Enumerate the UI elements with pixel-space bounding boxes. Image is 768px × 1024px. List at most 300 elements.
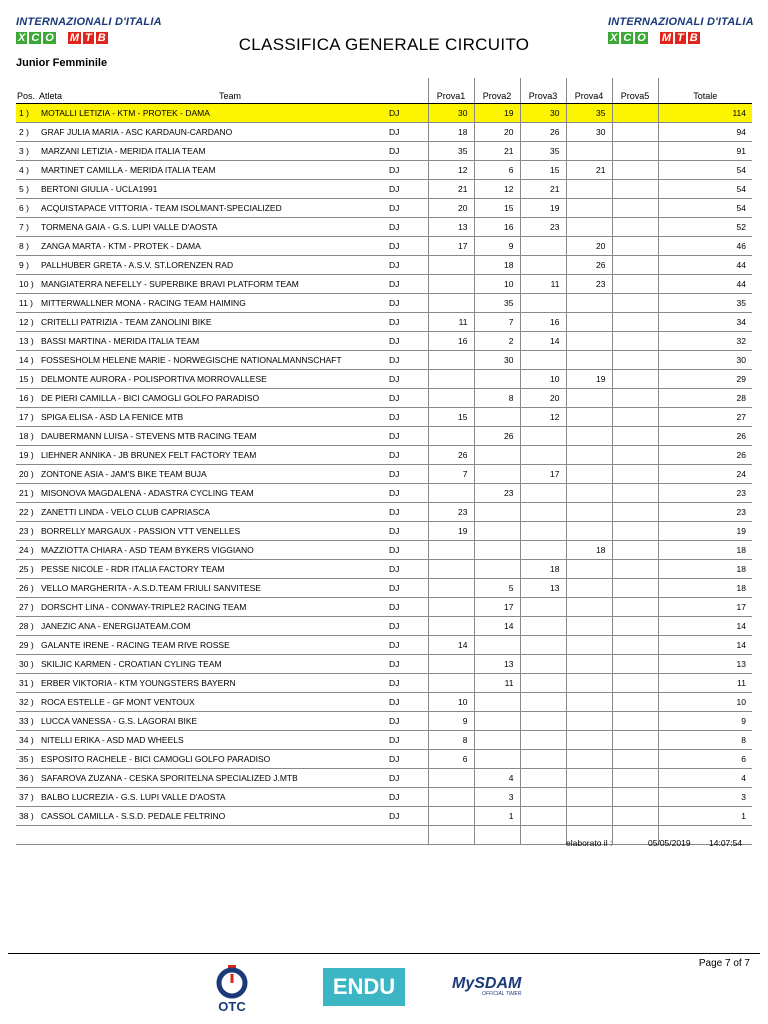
table-row	[16, 712, 752, 731]
pos-cell: 9 )	[16, 256, 38, 275]
prova2-cell	[474, 731, 520, 750]
athlete-team-cell: NITELLI ERIKA - ASD MAD WHEELS	[38, 731, 386, 750]
prova3-cell: 16	[520, 313, 566, 332]
prova5-cell	[612, 560, 658, 579]
empty-cell	[428, 826, 474, 845]
pos-cell: 18 )	[16, 427, 38, 446]
total-cell: 4	[658, 769, 752, 788]
prova2-cell: 7	[474, 313, 520, 332]
table-row	[16, 332, 752, 351]
category-cell: DJ	[386, 636, 428, 655]
table-row	[16, 484, 752, 503]
empty-cell	[474, 826, 520, 845]
total-cell: 26	[658, 446, 752, 465]
athlete-team-cell: MARZANI LETIZIA - MERIDA ITALIA TEAM	[38, 142, 386, 161]
prova3-cell	[520, 484, 566, 503]
total-cell: 44	[658, 256, 752, 275]
prova3-cell: 14	[520, 332, 566, 351]
total-cell: 23	[658, 484, 752, 503]
category-cell: DJ	[386, 218, 428, 237]
category-cell: DJ	[386, 408, 428, 427]
pos-cell: 28 )	[16, 617, 38, 636]
category-cell: DJ	[386, 427, 428, 446]
athlete-team-cell: MOTALLI LETIZIA - KTM - PROTEK - DAMA	[38, 104, 386, 123]
prova2-cell: 18	[474, 256, 520, 275]
prova1-cell: 14	[428, 636, 474, 655]
total-cell: 114	[658, 104, 752, 123]
prova4-cell	[566, 579, 612, 598]
category-cell: DJ	[386, 256, 428, 275]
category-cell: DJ	[386, 104, 428, 123]
prova1-cell: 30	[428, 104, 474, 123]
prova2-cell: 11	[474, 674, 520, 693]
official-timer-text: OFFICIAL TIMER	[481, 991, 522, 997]
table-row	[16, 579, 752, 598]
empty-cell	[386, 826, 428, 845]
total-cell: 19	[658, 522, 752, 541]
prova2-cell	[474, 408, 520, 427]
total-cell: 52	[658, 218, 752, 237]
prova4-cell	[566, 769, 612, 788]
prova4-cell: 19	[566, 370, 612, 389]
total-cell: 6	[658, 750, 752, 769]
pos-cell: 31 )	[16, 674, 38, 693]
prova2-cell	[474, 541, 520, 560]
category-cell: DJ	[386, 332, 428, 351]
prova5-cell	[612, 579, 658, 598]
table-body	[16, 104, 752, 845]
prova1-cell	[428, 807, 474, 826]
table-row	[16, 541, 752, 560]
prova2-cell: 12	[474, 180, 520, 199]
total-cell: 11	[658, 674, 752, 693]
prova3-cell: 18	[520, 560, 566, 579]
table-row	[16, 788, 752, 807]
total-cell: 34	[658, 313, 752, 332]
prova4-cell	[566, 674, 612, 693]
total-cell: 3	[658, 788, 752, 807]
prova5-cell	[612, 142, 658, 161]
prova4-cell: 20	[566, 237, 612, 256]
prova5-cell	[612, 351, 658, 370]
prova3-cell	[520, 731, 566, 750]
table-row	[16, 446, 752, 465]
prova4-cell	[566, 522, 612, 541]
athlete-team-cell: VELLO MARGHERITA - A.S.D.TEAM FRIULI SANVITESE	[38, 579, 386, 598]
otc-text: OTC	[218, 999, 246, 1013]
athlete-team-cell: BERTONI GIULIA - UCLA1991	[38, 180, 386, 199]
table-row	[16, 256, 752, 275]
category-cell: DJ	[386, 769, 428, 788]
pos-cell: 4 )	[16, 161, 38, 180]
prova3-cell	[520, 351, 566, 370]
prova3-cell: 15	[520, 161, 566, 180]
total-cell: 9	[658, 712, 752, 731]
pos-cell: 21 )	[16, 484, 38, 503]
empty-row	[16, 826, 752, 845]
table-row	[16, 313, 752, 332]
prova3-cell	[520, 750, 566, 769]
prova4-cell	[566, 199, 612, 218]
generated-label: elaborato il :	[566, 838, 613, 848]
prova5-cell	[612, 617, 658, 636]
prova4-cell	[566, 636, 612, 655]
prova5-cell	[612, 332, 658, 351]
category-cell: DJ	[386, 465, 428, 484]
total-cell: 54	[658, 161, 752, 180]
total-cell: 17	[658, 598, 752, 617]
col-header-category	[386, 78, 428, 104]
pos-cell: 14 )	[16, 351, 38, 370]
prova5-cell	[612, 807, 658, 826]
prova5-cell	[612, 674, 658, 693]
category-cell: DJ	[386, 522, 428, 541]
prova2-cell: 23	[474, 484, 520, 503]
logo-letter: M	[661, 32, 672, 44]
prova3-cell	[520, 769, 566, 788]
table-row	[16, 731, 752, 750]
table-row	[16, 104, 752, 123]
category-cell: DJ	[386, 484, 428, 503]
standings-table	[16, 78, 752, 845]
col-header-athlete: Atleta	[38, 78, 218, 104]
total-cell: 13	[658, 655, 752, 674]
prova3-cell: 11	[520, 275, 566, 294]
prova4-cell	[566, 180, 612, 199]
prova2-cell: 20	[474, 123, 520, 142]
empty-cell	[16, 826, 218, 845]
prova1-cell	[428, 788, 474, 807]
prova1-cell: 9	[428, 712, 474, 731]
col-header-prova1: Prova1	[428, 78, 474, 104]
category-cell: DJ	[386, 674, 428, 693]
prova2-cell: 13	[474, 655, 520, 674]
athlete-team-cell: DORSCHT LINA - CONWAY-TRIPLE2 RACING TEAM	[38, 598, 386, 617]
athlete-team-cell: MARTINET CAMILLA - MERIDA ITALIA TEAM	[38, 161, 386, 180]
pos-cell: 38 )	[16, 807, 38, 826]
prova4-cell	[566, 408, 612, 427]
prova3-cell: 30	[520, 104, 566, 123]
prova4-cell	[566, 294, 612, 313]
prova1-cell	[428, 370, 474, 389]
logo-title: INTERNAZIONALI D'ITALIA	[608, 16, 754, 28]
pos-cell: 26 )	[16, 579, 38, 598]
athlete-team-cell: ESPOSITO RACHELE - BICI CAMOGLI GOLFO PARADISO	[38, 750, 386, 769]
pos-cell: 12 )	[16, 313, 38, 332]
category-cell: DJ	[386, 712, 428, 731]
prova2-cell: 19	[474, 104, 520, 123]
prova2-cell: 21	[474, 142, 520, 161]
athlete-team-cell: MITTERWALLNER MONA - RACING TEAM HAIMING	[38, 294, 386, 313]
table-row	[16, 294, 752, 313]
category-cell: DJ	[386, 180, 428, 199]
prova4-cell	[566, 389, 612, 408]
total-cell: 30	[658, 351, 752, 370]
total-cell: 35	[658, 294, 752, 313]
total-cell: 46	[658, 237, 752, 256]
table-row	[16, 503, 752, 522]
prova5-cell	[612, 294, 658, 313]
category-cell: DJ	[386, 389, 428, 408]
logo-letter: M	[69, 32, 80, 44]
table-row	[16, 427, 752, 446]
prova2-cell: 5	[474, 579, 520, 598]
prova5-cell	[612, 522, 658, 541]
prova4-cell: 21	[566, 161, 612, 180]
category-cell: DJ	[386, 541, 428, 560]
prova1-cell	[428, 484, 474, 503]
athlete-team-cell: DAUBERMANN LUISA - STEVENS MTB RACING TEAM	[38, 427, 386, 446]
pos-cell: 2 )	[16, 123, 38, 142]
total-cell: 24	[658, 465, 752, 484]
prova4-cell	[566, 427, 612, 446]
pos-cell: 34 )	[16, 731, 38, 750]
prova1-cell: 19	[428, 522, 474, 541]
table-row	[16, 655, 752, 674]
pos-cell: 37 )	[16, 788, 38, 807]
endu-logo: ENDU	[323, 968, 405, 1006]
prova4-cell: 26	[566, 256, 612, 275]
table-row	[16, 218, 752, 237]
prova5-cell	[612, 541, 658, 560]
prova3-cell	[520, 503, 566, 522]
prova5-cell	[612, 389, 658, 408]
pos-cell: 11 )	[16, 294, 38, 313]
prova5-cell	[612, 256, 658, 275]
prova3-cell: 23	[520, 218, 566, 237]
pos-cell: 33 )	[16, 712, 38, 731]
prova1-cell: 8	[428, 731, 474, 750]
pos-cell: 23 )	[16, 522, 38, 541]
prova3-cell	[520, 807, 566, 826]
prova4-cell	[566, 750, 612, 769]
athlete-team-cell: ZONTONE ASIA - JAM'S BIKE TEAM BUJA	[38, 465, 386, 484]
prova5-cell	[612, 731, 658, 750]
prova5-cell	[612, 788, 658, 807]
col-header-team: Team	[218, 78, 386, 104]
prova3-cell	[520, 598, 566, 617]
prova2-cell: 14	[474, 617, 520, 636]
athlete-team-cell: FOSSESHOLM HELENE MARIE - NORWEGISCHE NATIONALMANNSCHAFT	[38, 351, 386, 370]
pos-cell: 20 )	[16, 465, 38, 484]
prova3-cell	[520, 522, 566, 541]
prova3-cell	[520, 617, 566, 636]
table-row	[16, 674, 752, 693]
table-row	[16, 693, 752, 712]
table-row	[16, 370, 752, 389]
generated-date: 05/05/2019	[648, 838, 691, 848]
category-cell: DJ	[386, 142, 428, 161]
prova5-cell	[612, 313, 658, 332]
prova3-cell	[520, 237, 566, 256]
total-cell: 8	[658, 731, 752, 750]
total-cell: 94	[658, 123, 752, 142]
col-header-pos: Pos.	[16, 78, 38, 104]
prova4-cell	[566, 617, 612, 636]
prova2-cell	[474, 712, 520, 731]
mysdam-text: MySDAM	[452, 975, 522, 992]
table-row	[16, 389, 752, 408]
athlete-team-cell: CASSOL CAMILLA - S.S.D. PEDALE FELTRINO	[38, 807, 386, 826]
category-cell: DJ	[386, 560, 428, 579]
pos-cell: 29 )	[16, 636, 38, 655]
pos-cell: 25 )	[16, 560, 38, 579]
table-row	[16, 617, 752, 636]
prova3-cell	[520, 446, 566, 465]
athlete-team-cell: SKILJIC KARMEN - CROATIAN CYLING TEAM	[38, 655, 386, 674]
category-cell: DJ	[386, 161, 428, 180]
prova5-cell	[612, 275, 658, 294]
prova1-cell: 13	[428, 218, 474, 237]
prova2-cell	[474, 750, 520, 769]
prova5-cell	[612, 503, 658, 522]
prova3-cell: 10	[520, 370, 566, 389]
athlete-team-cell: MAZZIOTTA CHIARA - ASD TEAM BYKERS VIGGIANO	[38, 541, 386, 560]
athlete-team-cell: ZANETTI LINDA - VELO CLUB CAPRIASCA	[38, 503, 386, 522]
athlete-team-cell: LIEHNER ANNIKA - JB BRUNEX FELT FACTORY TEAM	[38, 446, 386, 465]
logo-letter: X	[18, 32, 26, 44]
prova4-cell: 30	[566, 123, 612, 142]
footer-divider	[8, 953, 760, 954]
category-cell: DJ	[386, 598, 428, 617]
prova3-cell	[520, 674, 566, 693]
col-header-total: Totale	[658, 78, 752, 104]
prova4-cell	[566, 731, 612, 750]
table-row	[16, 275, 752, 294]
prova3-cell	[520, 693, 566, 712]
prova5-cell	[612, 750, 658, 769]
prova2-cell: 17	[474, 598, 520, 617]
prova1-cell	[428, 256, 474, 275]
table-row	[16, 750, 752, 769]
logo-title: INTERNAZIONALI D'ITALIA	[16, 16, 162, 28]
prova4-cell	[566, 503, 612, 522]
prova2-cell: 16	[474, 218, 520, 237]
prova1-cell	[428, 275, 474, 294]
prova4-cell	[566, 693, 612, 712]
prova1-cell: 10	[428, 693, 474, 712]
prova3-cell	[520, 712, 566, 731]
prova5-cell	[612, 446, 658, 465]
athlete-team-cell: ROCA ESTELLE - GF MONT VENTOUX	[38, 693, 386, 712]
pos-cell: 16 )	[16, 389, 38, 408]
athlete-team-cell: MANGIATERRA NEFELLY - SUPERBIKE BRAVI PLATFORM TEAM	[38, 275, 386, 294]
prova5-cell	[612, 218, 658, 237]
pos-cell: 15 )	[16, 370, 38, 389]
prova5-cell	[612, 465, 658, 484]
prova1-cell	[428, 769, 474, 788]
empty-cell	[520, 826, 566, 845]
total-cell: 23	[658, 503, 752, 522]
prova4-cell	[566, 465, 612, 484]
prova5-cell	[612, 370, 658, 389]
category-cell: DJ	[386, 731, 428, 750]
category-cell: DJ	[386, 237, 428, 256]
prova1-cell: 6	[428, 750, 474, 769]
category-cell: DJ	[386, 446, 428, 465]
athlete-team-cell: DE PIERI CAMILLA - BICI CAMOGLI GOLFO PARADISO	[38, 389, 386, 408]
prova3-cell	[520, 541, 566, 560]
logo-letter: T	[677, 32, 684, 44]
prova5-cell	[612, 636, 658, 655]
category-cell: DJ	[386, 199, 428, 218]
prova1-cell: 23	[428, 503, 474, 522]
prova5-cell	[612, 598, 658, 617]
athlete-team-cell: BORRELLY MARGAUX - PASSION VTT VENELLES	[38, 522, 386, 541]
total-cell: 26	[658, 427, 752, 446]
col-header-prova2: Prova2	[474, 78, 520, 104]
mysdam-logo	[452, 975, 521, 997]
logo-letter: O	[45, 32, 54, 44]
table-row	[16, 769, 752, 788]
table-row	[16, 408, 752, 427]
category-cell: DJ	[386, 351, 428, 370]
prova2-cell: 30	[474, 351, 520, 370]
col-header-prova3: Prova3	[520, 78, 566, 104]
pos-cell: 5 )	[16, 180, 38, 199]
pos-cell: 10 )	[16, 275, 38, 294]
prova5-cell	[612, 123, 658, 142]
prova2-cell	[474, 522, 520, 541]
col-header-prova5: Prova5	[612, 78, 658, 104]
prova5-cell	[612, 104, 658, 123]
pos-cell: 30 )	[16, 655, 38, 674]
prova5-cell	[612, 408, 658, 427]
category-label: Junior Femminile	[16, 57, 108, 69]
athlete-team-cell: TORMENA GAIA - G.S. LUPI VALLE D'AOSTA	[38, 218, 386, 237]
prova3-cell: 20	[520, 389, 566, 408]
logo-letter: B	[97, 32, 106, 44]
category-cell: DJ	[386, 275, 428, 294]
prova4-cell	[566, 313, 612, 332]
pos-cell: 6 )	[16, 199, 38, 218]
table-header	[16, 78, 752, 104]
prova4-cell	[566, 218, 612, 237]
prova1-cell	[428, 617, 474, 636]
total-cell: 91	[658, 142, 752, 161]
category-cell: DJ	[386, 313, 428, 332]
prova1-cell: 16	[428, 332, 474, 351]
athlete-team-cell: PESSE NICOLE - RDR ITALIA FACTORY TEAM	[38, 560, 386, 579]
prova2-cell: 15	[474, 199, 520, 218]
athlete-team-cell: JANEZIC ANA - ENERGIJATEAM.COM	[38, 617, 386, 636]
prova2-cell: 35	[474, 294, 520, 313]
prova2-cell: 10	[474, 275, 520, 294]
category-cell: DJ	[386, 503, 428, 522]
prova4-cell	[566, 788, 612, 807]
prova4-cell	[566, 142, 612, 161]
prova2-cell: 8	[474, 389, 520, 408]
prova4-cell	[566, 807, 612, 826]
prova1-cell	[428, 427, 474, 446]
athlete-team-cell: GRAF JULIA MARIA - ASC KARDAUN-CARDANO	[38, 123, 386, 142]
athlete-team-cell: MISONOVA MAGDALENA - ADASTRA CYCLING TEAM	[38, 484, 386, 503]
table-row	[16, 807, 752, 826]
category-cell: DJ	[386, 693, 428, 712]
prova4-cell	[566, 598, 612, 617]
prova5-cell	[612, 655, 658, 674]
athlete-team-cell: BASSI MARTINA - MERIDA ITALIA TEAM	[38, 332, 386, 351]
logo-letter: B	[689, 32, 698, 44]
logo-letter: C	[623, 32, 632, 44]
prova3-cell	[520, 636, 566, 655]
prova4-cell	[566, 484, 612, 503]
prova2-cell	[474, 560, 520, 579]
category-cell: DJ	[386, 655, 428, 674]
prova5-cell	[612, 180, 658, 199]
total-cell: 14	[658, 636, 752, 655]
col-header-prova4: Prova4	[566, 78, 612, 104]
